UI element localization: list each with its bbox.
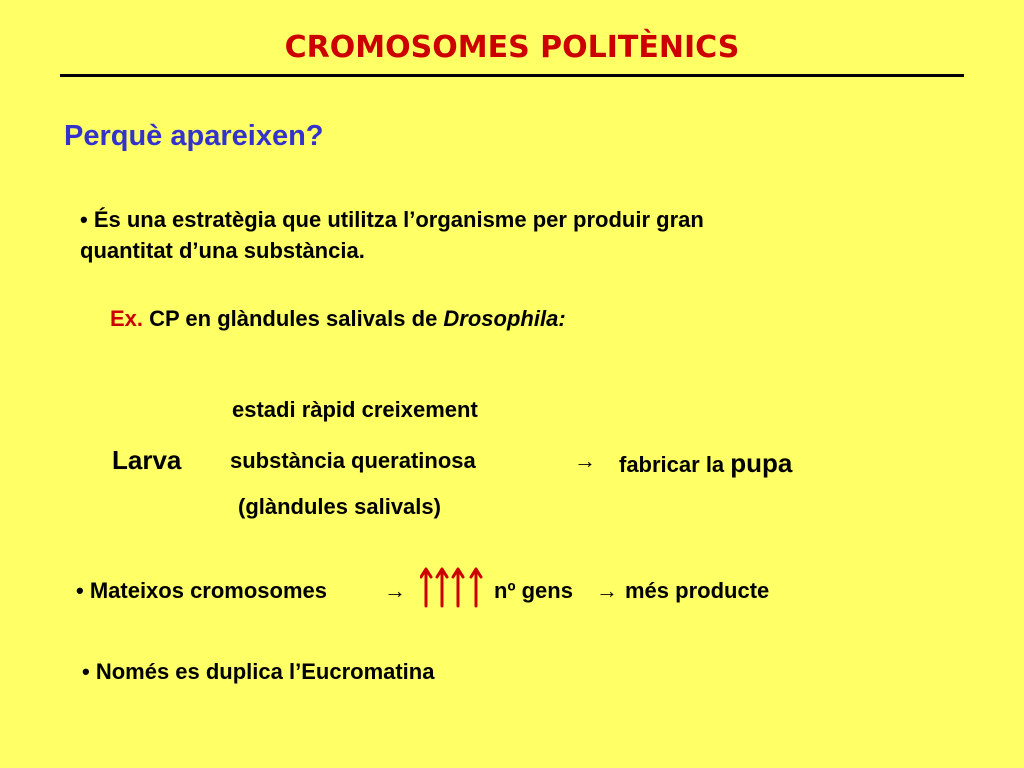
diagram-result-pupa: pupa <box>730 448 793 478</box>
right-arrow-icon: → <box>574 448 596 473</box>
right-arrow-icon: → <box>596 578 618 603</box>
diagram-stage-bottom: (glàndules salivals) <box>238 494 441 519</box>
diagram-substance: substància queratinosa <box>230 448 476 473</box>
slide-title: CROMOSOMES POLITÈNICS <box>284 30 740 65</box>
up-arrows-icon <box>420 566 486 608</box>
bullet-2-part-1: • Mateixos cromosomes <box>76 578 328 603</box>
right-arrow-icon: → <box>384 578 406 603</box>
diagram-larva: Larva <box>112 445 182 475</box>
bullet-3: • Només es duplica l’Eucromatina <box>82 659 435 684</box>
bullet-2-part-2: nº gens <box>494 578 573 603</box>
example-text: CP en glàndules salivals de <box>143 306 444 331</box>
bullet-2-part-3: més producte <box>625 578 770 603</box>
bullet-1-line-1: • És una estratègia que utilitza l’organisme per produir gran <box>80 207 704 232</box>
slide-subtitle: Perquè apareixen? <box>64 120 324 152</box>
title-underline <box>60 74 964 77</box>
example-label: Ex. <box>110 306 144 331</box>
example-species: Drosophila: <box>443 306 566 331</box>
example-line <box>110 306 566 332</box>
diagram-stage-top: estadi ràpid creixement <box>232 397 478 422</box>
diagram-result <box>619 448 792 479</box>
bullet-1-line-2: quantitat d’una substància. <box>80 238 365 263</box>
diagram-result-prefix: fabricar la <box>619 452 731 477</box>
